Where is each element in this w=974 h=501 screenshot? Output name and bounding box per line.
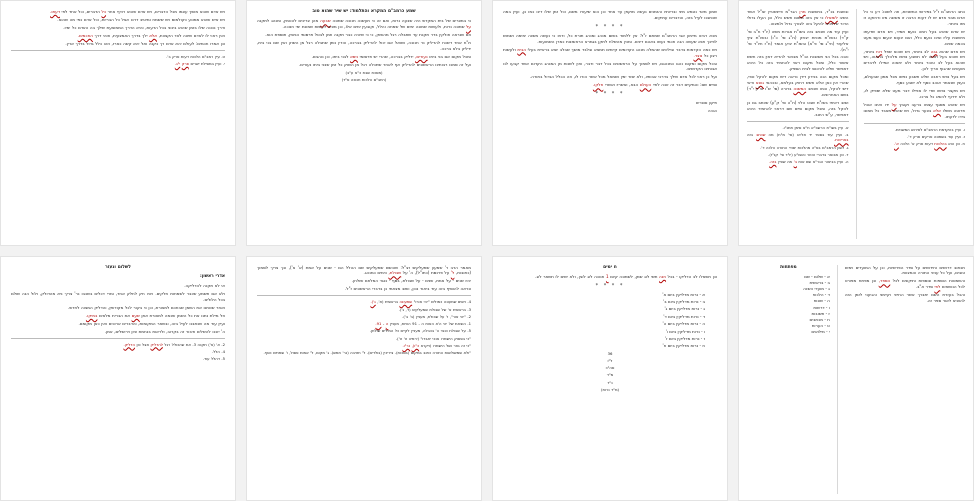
paragraph: וזם שנראה חולקין בדר תקנת עד שתבלה רגל מהשוק, כי כי שיהיה כבר תקנה וזמן לבטל פרסומי הניסין, תוספת הוא.: [265, 32, 471, 38]
document-page-6[interactable]: [492, 256, 728, 501]
numbered-note: 3. בראשית א' של שבולת שמעלקיס (ז', ג').: [398, 306, 471, 312]
toc-label: ט - הערות: [811, 323, 830, 328]
sidenote: ד. וכן מבואר בדברי הטור והשו"ע (יו"ד סי' קנ"ז).: [768, 151, 849, 157]
numbered-note: 5. על שבולת כנגד ה' בכבלה, מעניין לקיים כל המילים שולחן.: [369, 328, 471, 334]
page-5-column-right: [747, 265, 830, 495]
paragraph: וזל מילת נתנו את כל השמן שכמה למצורת אתן שעם את הברית מלאים במיקו.: [85, 312, 225, 318]
list-item: ז - נרות מדליקין ביום ז': [664, 335, 705, 341]
side-mark: תיקון סופרים: [696, 100, 717, 106]
page-heading: ח ימים: [603, 264, 617, 270]
list-item: ה - נרות מדליקין ביום ה': [662, 321, 705, 327]
numbered-note: 4. הלל.: [211, 348, 225, 354]
toc-label: ח - מכתבים: [809, 316, 830, 322]
sidenote: א. עיין בשו"ת הרשב"א ח"א סימן תתנ"ו.: [782, 124, 849, 130]
list-item: ב - נרות מדליקין ביום ב': [663, 299, 705, 305]
page-subheading: אדרי ראשון:: [200, 273, 225, 279]
citation: (מסכת שבת כ"א ע"ב): [345, 69, 383, 75]
paragraph: ויש אדם שהוא מושך עצמו מכל הדברים, ויש אדם שהוא רודף אחר כל הדברים, וכל אחד לפי דעתו.: [50, 9, 225, 14]
toc-label: ה - שונות: [813, 298, 830, 304]
paragraph: ויש אדם שהוא גבה לב ביותר, ויש שהוא שפל רוח ביותר, ויש שהוא בעל תאוה לא תשבע נפשו מלהלך בתאוה, ויש שהוא בעל לב טהור ביותר ולא יתאוה אפילו לדברים מועטים שהגוף צריך להן.: [863, 48, 965, 72]
sidenote: ט. עיין רמב"ם הלכות דעות פרק ב'.: [166, 53, 225, 59]
sidenote: ח. וכן הוא בהלכות דעות פרק א' הלכה א'.: [894, 141, 965, 147]
column-divider: [837, 265, 838, 495]
list-item: ד - נרות מדליקין ביום ד': [663, 313, 705, 319]
toc-label: ו - דרשות: [813, 304, 830, 310]
divider: [11, 50, 225, 51]
paragraph: ועיין עוד מה שכתבנו לעיל בזה, ובשאר המקומות, והדברים ארוכים ואין כאן מקומם.: [78, 320, 225, 326]
numbered-note: "כי בפסוק הישמרו אנכי יאבדו" (ירמיה ט' ט').: [395, 335, 471, 341]
toc-label: ב - בראשית: [809, 280, 830, 286]
paragraph: ובכל מקום ומקום נהגו כמנהגם, ויש לסמוך על הראשונים בכל דבר ודבר, ואין לשנות מן המנהג הקדום אשר קבעו לנו אבותינו הקדושים.: [503, 60, 717, 72]
citation: (רמב"ם הלכות חנוכה פ"ד): [341, 77, 387, 83]
paragraph: ויש בעל נפש רחבה שלא תשבע נפשו מכל ממון שבעולם, כענין שנאמר אוהב כסף לא ישבע כסף.: [863, 74, 965, 86]
paragraph: ועיין עוד מה שכתב בזה בשו"ת אגרות משה (יו"ד ח"ב סי' ק"ד) ובשו"ת מנחת יצחק (ח"ג סי' כ"ו) ובשו"ת ציץ אליעזר (חי"ג סי' פ"א) ובשו"ת יביע אומר (ח"ז חיו"ד סי' י"ח).: [747, 28, 849, 52]
sum-value: ל"ו: [607, 357, 613, 363]
paragraph: ויש כמה הקדמות בדבר ובילינים שהמלה מנהג הקדומים קיימים תמצא ובלבד מושך שבלב יוצא בראיית בעלי הבית ולעשות רצון כל נוצר.: [503, 46, 718, 58]
section-heading: מפתחות: [780, 264, 797, 270]
paragraph: והשמטות הוספות ונוספות ותיקונים לכל הספר, וכן מפתח מפורט לכל הנושאים לפי סדר א"ב.: [844, 278, 965, 290]
paragraph: ודרך נכונה שלו בזמן שהוא בינוני בכל הדעות, והיא הדרך הממוצעת שילך בה האדם כל ימיו.: [63, 24, 225, 30]
document-page-2[interactable]: [492, 0, 728, 246]
nights-list: [503, 292, 717, 350]
paragraph: ועל כן ראוי לכל אדם שילך בדרכי אבותיו, ולא יסור ימין ושמאל מכל אשר הורו לו, וזה הכלל הגדול בתורה.: [529, 74, 717, 80]
paragraph: תכתוב דרושים וחידושים על סדר הפרשיות, וכן על המועדים וימים טובים, ועל כל עניני התורה והמצוות.: [844, 264, 965, 276]
section-separator: * * * *: [595, 91, 625, 98]
toc-label: א - שלום - שם: [804, 273, 830, 279]
sum-value: 36: [607, 350, 613, 356]
document-page-4[interactable]: [0, 0, 236, 246]
side-mark: הגהה: [707, 107, 717, 113]
sidenote: ב. ועיין עוד בספר יד אליהו (סי' מ"ח) מה שכתב בזה באריכות.: [747, 131, 849, 143]
paragraph: ואין ראוי לו לאדם שיטה לצד הקצוות, אלא ילך בדרך האמצעית, וזוהי דרך החכמים.: [77, 32, 225, 38]
paragraph: ואחר שנותנו את השמן שבחכם למצורת, וכן כי בקור לכל מקודשין, והדליק המצוה לחדש.: [68, 304, 225, 310]
paragraph: ויש שהוא מסגף עצמו ברעב וקובץ על ידו ואינו אוכל פרוטה משלו אלא בצער גדול, ויש שהוא מאבד כל ממונו בידו לדעתו.: [863, 101, 965, 119]
list-item: ח - נרות מדליקין ביום ח': [662, 343, 705, 349]
numbered-note: 2. "יהי אור", ז' על שבולת, מעניין (ב' ב').: [402, 313, 471, 319]
paragraph: ולא אם תשמע שכבר לשמחות חלקים. ויהיו חק לחלק אחד, ומרי דכלים בשכבו נר' צריך ניא מהדולק, ולול הנה שולם בכל הלולים.: [11, 291, 225, 302]
paragraph: ויש איש שהוא ממונע כקולמוס ויש ששמח ומיטיב דרכו אצל כל הבריות, וכל אדם כפי מה שהוא.: [57, 16, 225, 22]
paragraph: מאמר הרב ר' שמעון שמעלקיס זצ"ל: שהושם שמעלקיס שם ההלל הם - שנים על אמת (א' א'), וכך צריך לסמוך (כתובות, ל' על פרנסת (כתו"ל), ה' על שבולת, כימים כמנהג.: [257, 264, 471, 276]
toc-label: י - מילואים: [811, 329, 830, 335]
paragraph: והנה בכל הני תשובות הנ"ל מבואר להדיא דאין בזה חשש איסור כלל, ומכל מקום ראוי להחמיר בזה כל היכא דאפשר שלא להיכנס לבית הספק.: [747, 54, 849, 72]
page-1-column-right: [747, 9, 849, 239]
numbered-note: 5. דהלל עוד.: [202, 356, 225, 362]
paragraph: אי לא תקנה להדליקה.: [184, 283, 225, 289]
divider: [747, 121, 849, 122]
document-page-1[interactable]: [738, 0, 974, 246]
paragraph: ונראה להוסיף בזה עוד ביאור נכון, ושוב מצאתי כן בדברי הראשונים ז"ל.: [344, 286, 471, 292]
sidenote: י. ועיין במסילת ישרים פרק י"ג.: [174, 60, 225, 66]
divider: [257, 295, 471, 296]
sum-value: נ"ד: [607, 379, 613, 385]
lead-paragraph: וכן תשאלו לב הדליקו - בכל חנה תשי לוג שמן, לשמונה קיום 1 חנוכה לוג לוגין, ולא ישים לו תשאר לוג.: [535, 273, 717, 279]
page-5-columns: [747, 265, 965, 495]
list-item: ו - נרות מדליקין ביום ו': [665, 328, 705, 334]
paragraph: ובשבת בנ"ד, בתשובת מרן הגר"מ פיינשטיין זצ"ל אשר השיב לשואלו כי אין בזה משום חשש כלל, וכן העלו גדולי הדור שלפנינו להקל בזה לצורך גדול ולמצוה.: [747, 9, 849, 26]
document-page-8[interactable]: [0, 256, 236, 501]
paragraph: וסיים שם: והמקיים דבר זה זוכה לחיי העולם הבא, ואשריו ואשרי חלקו.: [592, 82, 717, 88]
paragraph: ת"ח אחד דשכח להדליק נר חנוכה, ושואל אם יכול להדליק בברכה, והדין נותן שתבלה רגל מן השוק ואין שם בני בית, ידליק בלא ברכה.: [257, 40, 471, 52]
paragraph: ה' יזכנו להשלים חיבור זה בקרוב, ולראות בנחמת ציון וירושלים, אמן.: [104, 328, 225, 334]
divider: [864, 123, 966, 124]
paragraph: והכל בעזרת השם יתברך אשר החייני וקיימני והגיעני לזמן הזה להוציא לאור ספר זה.: [844, 292, 965, 304]
sum-value: מ"ד: [606, 372, 614, 378]
numbered-note: "ולא שמשולשות התורה כתוב במקום (בסכות). ציריכין (בולדים). ל' חטיבה (נר' חמש). ג' מקום, ל' אמות פסול, ו' שמחים כסף.: [263, 350, 471, 356]
toc-label: ד - הלכות: [812, 292, 830, 298]
paragraph: כי במצרים של בית המקדש היה שבעה נרות, ואם זה כי תעשנה חנוכה שמונה שבעה מהן צריכים להטמין, ומנהג לתקנה על שמונה נרות, ולעשות שמונה ימים של שמחה והלל, וקובעין ימים אלו, וכן מצינו לעשות שמונת ימי חנוכה.: [257, 18, 471, 30]
toc-label: ז - תשובות: [811, 310, 830, 316]
paragraph: ומכל מקום הנה בנידון דידן נראה דיש מקום להקל טפי, שהרי אין כאן אלא חשש רחוק בעלמא, ובכהאי גוונא ודאי דיש להקל, וכמו שכתב המשנה ברורה (סי' ש"ו ס"ק י"ד) בשם האחרונים.: [747, 74, 849, 97]
list-item: א - נרות מדליקין ביום א': [662, 291, 705, 297]
document-page-3[interactable]: [246, 0, 482, 246]
paragraph: כתב הרמב"ם ז"ל בפירוש המשניות, וזה לשונו: דע כי כל אדם מבני אדם יש לו דעות הרבה זו משונה מזו ורחוקה זו מזו ביותר.: [863, 9, 965, 26]
sidenote: ה. ועיין בביאור הגר"א שם אות ב' מה שציין בזה.: [769, 159, 849, 165]
numbered-note: 1. הוצאת של יהי ה'א האות ה - 91 הוויות, מעניין ה - 91.: [375, 321, 471, 327]
toc-row[interactable]: [747, 329, 830, 335]
page-heading: שמע כרמב"ם המקרא והתלמוד: יש שיר שהוא טוב: [312, 9, 416, 14]
list-item: ג - נרות מדליקין ביום ג': [664, 306, 705, 312]
numbered-note: 2. א' (א') תקנה 3. את שהכולל רגל להדליק אצל וכן הדליק.: [123, 341, 225, 347]
numbered-note: 4. וישים שמעונה כמולים "יהי אורו" שמעונה בראשית (א', ג').: [370, 299, 471, 305]
page-1-columns: [747, 9, 965, 239]
paragraph: ושוב ראיתי בשו"ת שבט הלוי (ח"ה סי' ק"ע) שכתב גם כן להקל בזה, ומכל מקום סיים שם דראוי להחמיר היכא דאפשר, ע"ש היטב.: [747, 99, 849, 117]
paragraph: וכן אמרו חכמים: לעולם יהא אדם רך כקנה ואל יהא קשה כארז, וזהו כלל גדול בדרך ארץ.: [65, 40, 225, 46]
paragraph: שמע מאד נטמא מיני ובריותיו והזמנים נעשה מוקפן עד אחד וכן הוא שיעורו משם, וכל זמן שלו דינו כמו כן, ועיין במה שכתבנו לעיל בזה, והדברים עתיקים.: [503, 9, 717, 20]
paragraph: יהיו שנים - על אמת, שנים - על שבולת, בסף - כנגד המלחם שולחן.: [351, 278, 471, 284]
section-separator: * * * *: [595, 282, 625, 289]
paragraph: יש אדם שהוא בעל חמה כועס תמיד, ויש אדם שדעתו מיושבת עליו ואינו כועס כלל, ואם יכעוס יכעוס כעס מעט בכמה שנים.: [863, 28, 965, 46]
paragraph: ועל זה סמכו רבותינו הראשונים להדליק אף לאחר שתכלה רגל מן השוק כל זמן שבני ביתו נעורים.: [298, 61, 471, 67]
sidenote: ו. ועיין בהקדמת הרמב"ם לפירוש המשניות.: [894, 126, 965, 132]
sidenote: ג. לשון הרמב"ם בפ"ה מהלכות יסודי התורה הלכה ד'.: [760, 144, 849, 150]
page-footer-note: (מ"ד נרות): [600, 387, 620, 393]
paragraph: מכא רבינו מיימון אבי הרמב"ם שמתם ז"ל: אין ללמוד בשום מנהג ומנהג תורת כל, ודחו כי נעשה משנה ימימה ושמוש לפיכך תנא שעשה הנה חכמי נעשו באהם דינים. ומכין מהשלח לתקן בגמרא הראשונות כמרן השמועות.: [503, 32, 717, 44]
column-divider: [856, 9, 857, 239]
page-5-column-left: [845, 265, 965, 495]
section-separator: * * * *: [595, 23, 625, 30]
page-1-column-left: [864, 9, 966, 239]
sidenote: ז. ועיין עוד בשמונה פרקים פרק ד'.: [907, 133, 965, 139]
page-heading: לשלום ונעזר: [105, 264, 131, 270]
document-page-5[interactable]: [738, 256, 974, 501]
sum-value: סה"כ: [605, 365, 615, 371]
paragraph: ויש מקצר נפשו שדי לו אפילו דבר מעט שלא יספיק לו, ולא ירדוף להשיג כל צרכו.: [863, 88, 965, 99]
toc-label: ג - מועדי השנה: [803, 286, 830, 292]
divider: [11, 338, 225, 339]
document-page-7[interactable]: [246, 256, 482, 501]
numbered-note: "כי זה גוזר ושל הישמרו (ויקרא כ"ו), נר"ו.: [402, 343, 471, 349]
paragraph: ומכל מקום אם בני ביתו נעורים, ידליק בברכה, שהרי יש פרסומי ניסא לבני ביתו, וכן נוהגים.: [311, 53, 471, 59]
